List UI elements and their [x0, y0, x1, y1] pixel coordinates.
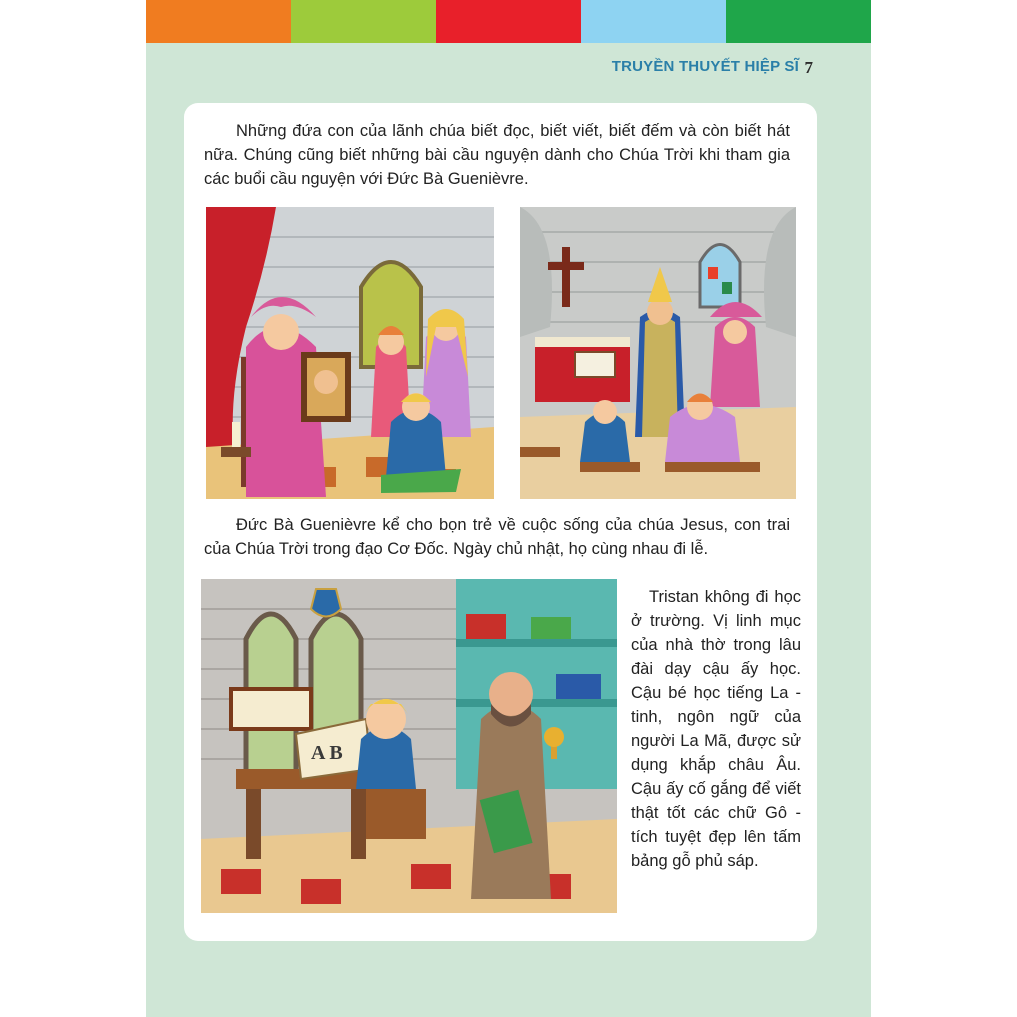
paragraph-intro: Những đứa con của lãnh chúa biết đọc, biết viết, biết đếm và còn biết hát nữa. Chúng cũng biết những bài cầu nguyện dành cho Chúa Trời khi tham gia các buổi cầu nguyện với Đức Bà Guenièvre.	[204, 122, 790, 188]
chapter-title: TRUYỀN THUYẾT HIỆP SĨ	[611, 58, 799, 75]
running-header	[612, 58, 799, 75]
content-card	[184, 103, 817, 941]
paragraph-jesus-story: Đức Bà Guenièvre kể cho bọn trẻ về cuộc sống của chúa Jesus, con trai của Chúa Trời trong đạo Cơ Đốc. Ngày chủ nhật, họ cùng nhau đi lễ.	[204, 516, 790, 558]
stripe-green	[726, 0, 871, 43]
page-number: 7	[804, 58, 813, 77]
paragraph-tristan-lesson: Tristan không đi học ở trường. Vị linh mục của nhà thờ trong lâu đài dạy cậu ấy học. Cậu bé học tiếng La - tinh, ngôn ngữ của người La Mã, được sử dụng khắp châu Âu. Cậu ấy cố gắng để viết thật tốt các chữ Gô - tích tuyệt đẹp lên tấm bảng gỗ phủ sáp.	[631, 588, 801, 870]
stripe-orange	[146, 0, 291, 43]
color-stripe-bar	[146, 0, 871, 43]
stripe-red	[436, 0, 581, 43]
stripe-lime	[291, 0, 436, 43]
scroll-letters: A B	[311, 742, 343, 764]
illustration-portrait-lesson	[206, 207, 494, 499]
book-page	[146, 0, 871, 1017]
illustration-chapel-mass	[520, 207, 796, 499]
stripe-light-blue	[581, 0, 726, 43]
illustration-latin-lesson	[201, 579, 617, 913]
